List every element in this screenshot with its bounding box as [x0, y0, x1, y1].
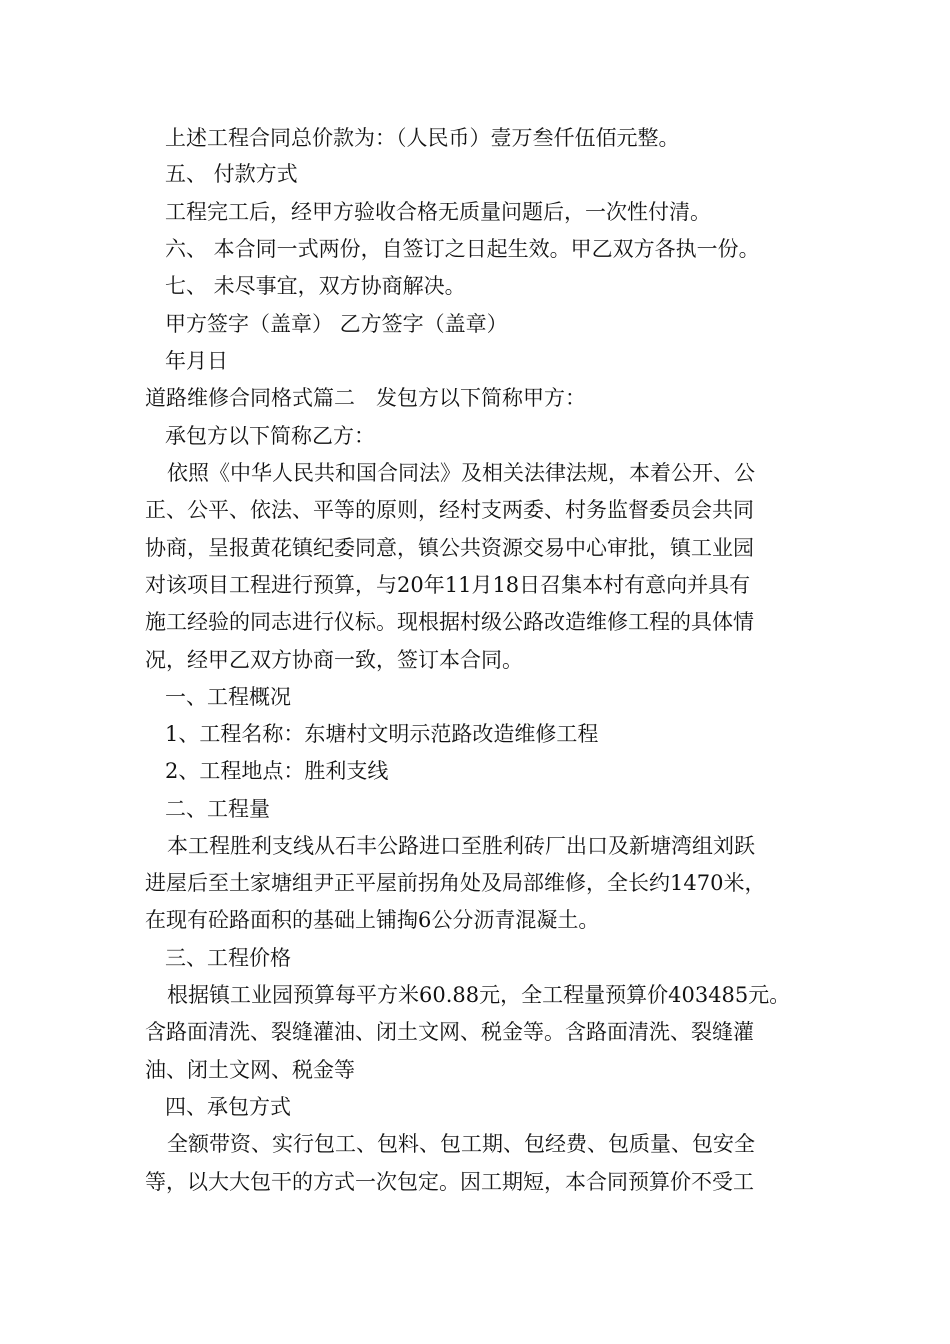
section-heading-misc: 七、 未尽事宜，双方协商解决。	[165, 274, 466, 298]
paragraph-line: 协商，呈报黄花镇纪委同意，镇公共资源交易中心审批，镇工业园	[145, 536, 754, 560]
signature-line: 甲方签字（盖章） 乙方签字（盖章）	[165, 312, 508, 336]
paragraph-line: 根据镇工业园预算每平方米60.88元，全工程量预算价403485元。	[167, 983, 791, 1007]
paragraph-line: 进屋后至土家塘组尹正平屋前拐角处及局部维修，全长约1470米，	[145, 871, 766, 895]
project-name-line: 1、工程名称：东塘村文明示范路改造维修工程	[165, 722, 599, 746]
section-heading-copies: 六、 本合同一式两份，自签订之日起生效。甲乙双方各执一份。	[165, 237, 760, 261]
payment-terms-line: 工程完工后，经甲方验收合格无质量问题后，一次性付清。	[165, 200, 711, 224]
section-heading-payment: 五、 付款方式	[165, 162, 298, 186]
paragraph-line: 在现有砼路面积的基础上铺掏6公分沥青混凝土。	[145, 908, 600, 932]
paragraph-line: 对该项目工程进行预算，与20年11月18日召集本村有意向并具有	[145, 573, 751, 597]
date-line: 年月日	[165, 349, 228, 373]
paragraph-line: 油、闭土文网、税金等	[145, 1058, 355, 1082]
section-heading-price: 三、工程价格	[165, 946, 291, 970]
paragraph-line: 正、公平、依法、平等的原则，经村支两委、村务监督委员会共同	[145, 498, 754, 522]
paragraph-line: 依照《中华人民共和国合同法》及相关法律法规，本着公开、公	[167, 461, 755, 485]
paragraph-line: 本工程胜利支线从石丰公路进口至胜利砖厂出口及新塘湾组刘跃	[167, 834, 755, 858]
section-heading-contracting: 四、承包方式	[165, 1095, 291, 1119]
paragraph-line: 等，以大大包干的方式一次包定。因工期短，本合同预算价不受工	[145, 1170, 754, 1194]
contract-total-price-line: 上述工程合同总价款为：（人民币）壹万叁仟伍佰元整。	[165, 126, 680, 150]
paragraph-line: 含路面清洗、裂缝灌油、闭土文网、税金等。含路面清洗、裂缝灌	[145, 1020, 754, 1044]
project-location-line: 2、工程地点：胜利支线	[165, 759, 389, 783]
section-heading-quantity: 二、工程量	[165, 797, 270, 821]
paragraph-line: 全额带资、实行包工、包料、包工期、包经费、包质量、包安全	[167, 1132, 755, 1156]
section-heading-overview: 一、工程概况	[165, 685, 291, 709]
paragraph-line: 况，经甲乙双方协商一致，签订本合同。	[145, 648, 523, 672]
party-b-line: 承包方以下简称乙方：	[165, 424, 375, 448]
paragraph-line: 施工经验的同志进行仪标。现根据村级公路改造维修工程的具体情	[145, 610, 754, 634]
part-two-title: 道路维修合同格式篇二 发包方以下简称甲方：	[145, 386, 586, 410]
